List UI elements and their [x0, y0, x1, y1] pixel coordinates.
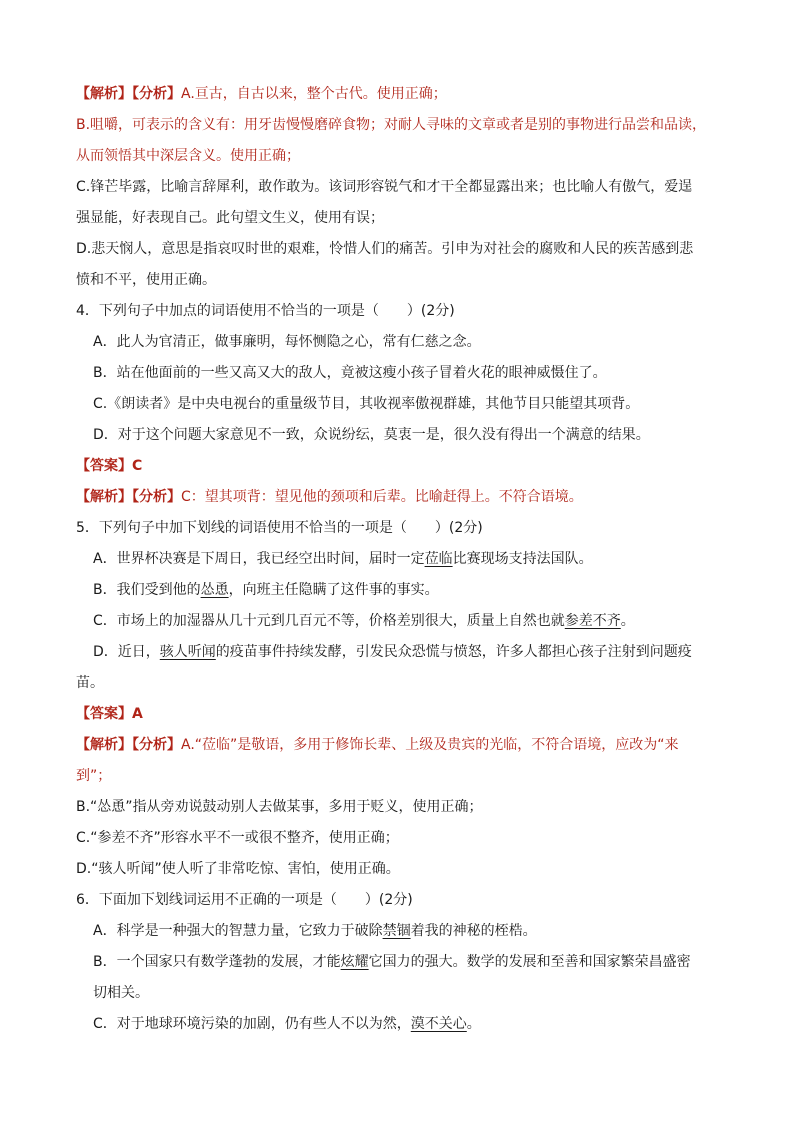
question-6-option-c — [93, 1014, 481, 1034]
analysis-text: C：望其项背：望见他的颈项和后辈。比喻赶得上。不符合语境。 — [181, 489, 583, 505]
explanation-q3-d2: 愤和不平，使用正确。 — [76, 272, 216, 288]
answer-label: 【答案】 — [76, 706, 132, 722]
analysis-text: A.亘古，自古以来，整个古代。使用正确； — [181, 86, 447, 102]
underlined-word: 参差不齐 — [564, 613, 621, 629]
question-5-option-c — [93, 611, 635, 631]
explanation-5-a — [76, 735, 679, 755]
question-4-option-d: D．对于这个问题大家意见不一致，众说纷纭，莫衷一是，很久没有得出一个满意的结果。 — [93, 427, 650, 443]
underlined-word: 骇人听闻 — [159, 644, 216, 660]
question-4-option-a: A．此人为官清正，做事廉明，每怀恻隐之心，常有仁慈之念。 — [93, 334, 481, 350]
text: B．我们受到他的 — [93, 582, 201, 598]
question-5-option-d — [93, 642, 692, 662]
text: 它国力的强大。数学的发展和至善和国家繁荣昌盛密 — [368, 954, 691, 970]
question-4: 4．下列句子中加点的词语使用不恰当的一项是（ ）(2分) — [76, 303, 455, 319]
underlined-word: 怂恿 — [200, 582, 229, 598]
answer-4 — [76, 456, 142, 476]
explanation-5-b: B.“怂恿”指从旁劝说鼓动别人去做某事，多用于贬义，使用正确； — [76, 799, 483, 815]
analysis-label: 【解析】【分析】 — [76, 86, 181, 102]
analysis-text: A.“莅临”是敬语，多用于修饰长辈、上级及贵宾的光临，不符合语境，应改为“来 — [181, 737, 679, 753]
text: 。 — [620, 613, 635, 629]
explanation-5-a-cont: 到”； — [76, 768, 112, 784]
question-5-option-b — [93, 580, 439, 600]
text: 比赛现场支持法国队。 — [452, 551, 593, 567]
explanation-5-c: C.“参差不齐”形容水平不一或很不整齐，使用正确； — [76, 830, 399, 846]
explanation-5-d: D.“骇人听闻”使人听了非常吃惊、害怕，使用正确。 — [76, 861, 400, 877]
question-4-option-c: C.《朗读者》是中央电视台的重量级节目，其收视率傲视群雄，其他节目只能望其项背。 — [93, 396, 640, 412]
text: B．一个国家只有数学蓬勃的发展，才能 — [93, 954, 341, 970]
explanation-q3-d1: D.悲天悯人，意思是指哀叹时世的艰难，怜惜人们的痛苦。引申为对社会的腐败和人民的疾苦感到悲 — [76, 241, 694, 257]
explanation-4 — [76, 487, 583, 507]
answer-label: 【答案】 — [76, 458, 132, 474]
underlined-word: 莅临 — [424, 551, 453, 567]
text: C．市场上的加湿器从几十元到几百元不等，价格差别很大，质量上自然也就 — [93, 613, 565, 629]
underlined-word: 炫耀 — [340, 954, 369, 970]
explanation-q3-b2: 从而领悟其中深层含义。使用正确； — [76, 148, 300, 164]
question-6-option-b-cont: 切相关。 — [93, 985, 149, 1001]
underlined-word: 漠不关心 — [410, 1016, 467, 1032]
text: 的疫苗事件持续发酵，引发民众恐慌与愤怒，许多人都担心孩子注射到问题疫 — [215, 644, 692, 660]
text: A．科学是一种强大的智慧力量，它致力于破除 — [93, 923, 383, 939]
explanation-q3-c1: C.锋芒毕露，比喻言辞犀利，敢作敢为。该词形容锐气和才干全都显露出来；也比喻人有傲气，爱逞 — [76, 179, 693, 195]
text: D．近日， — [93, 644, 160, 660]
explanation-q3-a — [76, 84, 447, 104]
text: ，向班主任隐瞒了这件事的事实。 — [228, 582, 439, 598]
explanation-q3-b1: B.咀嚼，可表示的含义有：用牙齿慢慢磨碎食物；对耐人寻味的文章或者是别的事物进行品尝和品读， — [76, 117, 707, 133]
text: C．对于地球环境污染的加剧，仍有些人不以为然， — [93, 1016, 411, 1032]
text: 着我的神秘的桎梏。 — [410, 923, 537, 939]
question-5: 5．下列句子中加下划线的词语使用不恰当的一项是（ ）(2分) — [76, 520, 483, 536]
explanation-q3-c2: 强显能，好表现自己。此句望文生义，使用有误； — [76, 210, 384, 226]
text: 。 — [466, 1016, 481, 1032]
question-6-option-a — [93, 921, 537, 941]
answer-5 — [76, 704, 143, 724]
answer-value: C — [132, 458, 143, 474]
underlined-word: 禁锢 — [382, 923, 411, 939]
question-6-option-b — [93, 952, 691, 972]
question-6: 6．下面加下划线词运用不正确的一项是（ ）(2分) — [76, 892, 413, 908]
question-4-option-b: B．站在他面前的一些又高又大的敌人，竟被这瘦小孩子冒着火花的眼神威慑住了。 — [93, 365, 607, 381]
analysis-label: 【解析】【分析】 — [76, 489, 181, 505]
analysis-label: 【解析】【分析】 — [76, 737, 181, 753]
question-5-option-a — [93, 549, 593, 569]
text: A．世界杯决赛是下周日，我已经空出时间，届时一定 — [93, 551, 425, 567]
answer-value: A — [132, 706, 143, 722]
question-5-option-d-cont: 苗。 — [76, 675, 104, 691]
